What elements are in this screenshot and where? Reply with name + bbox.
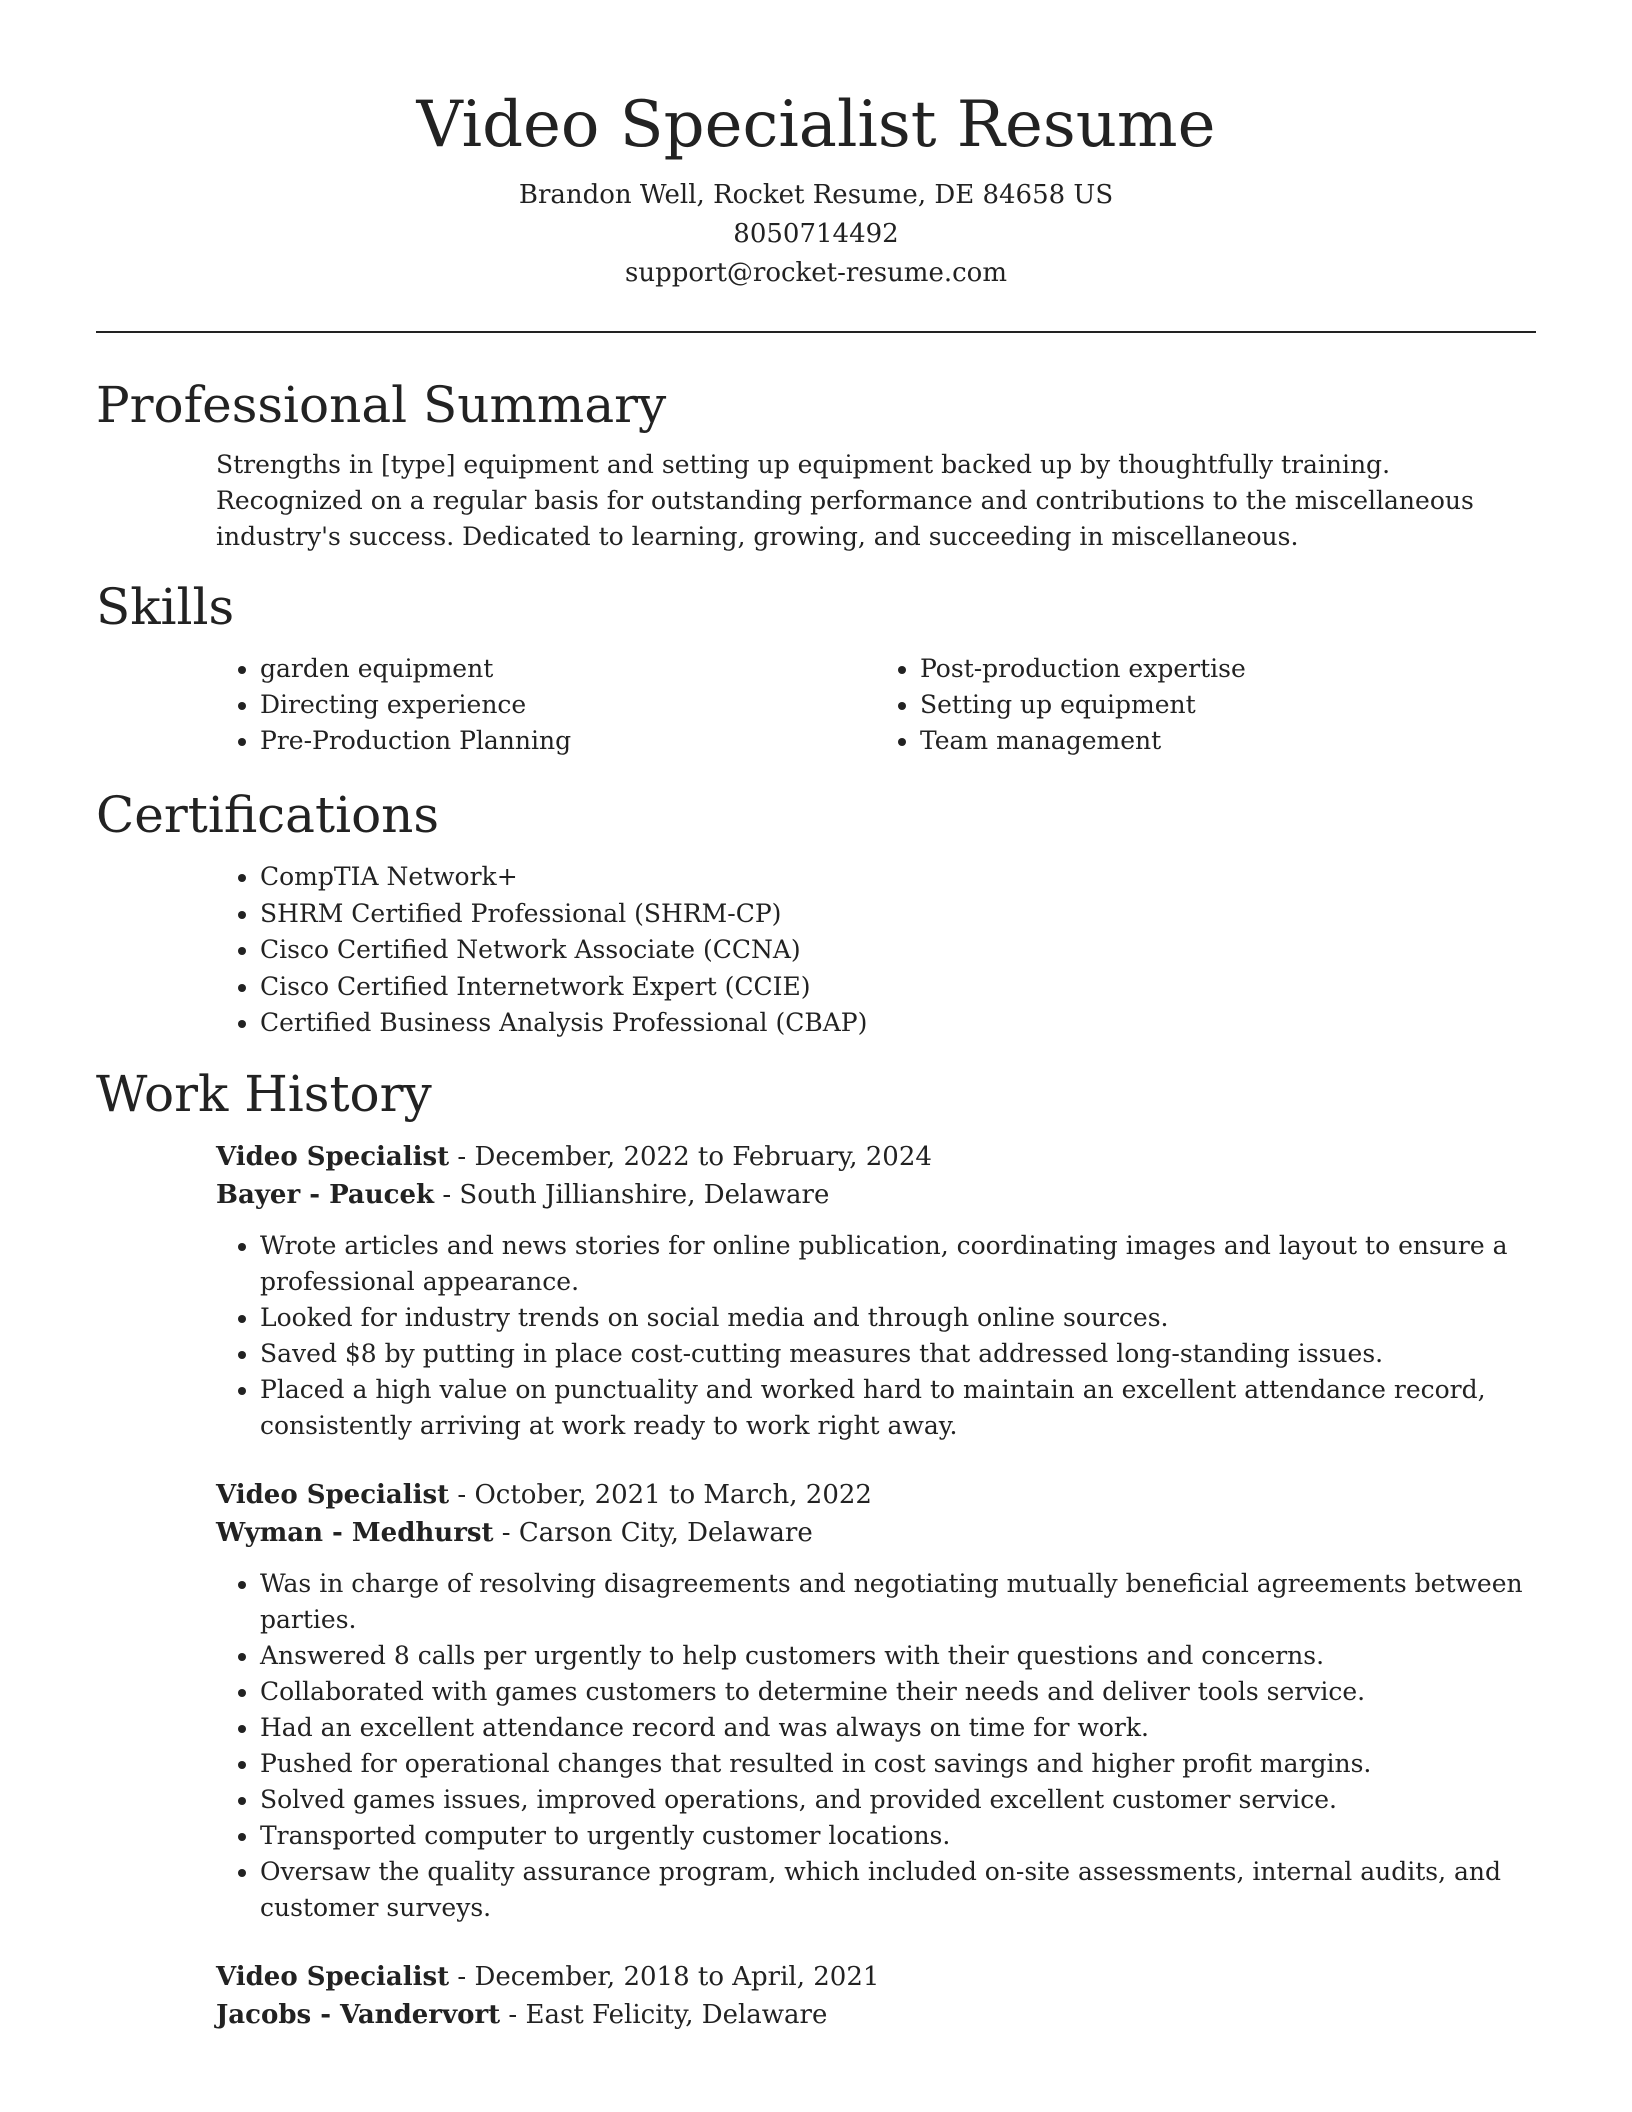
contact-address: Brandon Well, Rocket Resume, DE 84658 US xyxy=(518,180,1114,210)
summary-text: Strengths in [type] equipment and setting up equipment backed up by thoughtfully training. Recognized on a regular basis for outstanding performance and contributions to the miscellaneous industry's success. Dedicated to learning, growing, and succeeding in miscellaneous. xyxy=(216,450,1474,551)
job-bullet: • Answered 8 calls per urgently to help customers with their questions and concerns. xyxy=(260,1638,1536,1674)
skills-column-left xyxy=(216,651,876,759)
job-dates: - December, 2018 to April, 2021 xyxy=(449,1961,880,1992)
job-dates: - December, 2022 to February, 2024 xyxy=(449,1141,932,1172)
work-history-section xyxy=(96,1062,1536,2034)
job-company-line xyxy=(216,1176,1536,1214)
job-title-line xyxy=(216,1958,1536,1996)
certifications-section xyxy=(96,783,1536,1042)
certification-item: • Certified Business Analysis Professional (CBAP) xyxy=(260,1005,1536,1042)
resume-page xyxy=(96,0,1536,2034)
section-heading-work-history: Work History xyxy=(96,1064,432,1123)
skill-item: • Team management xyxy=(920,723,1536,759)
skills-grid xyxy=(216,651,1536,759)
certification-item: • CompTIA Network+ xyxy=(260,859,1536,896)
job-bullets xyxy=(216,1566,1536,1926)
resume-title: Video Specialist Resume xyxy=(416,88,1216,162)
job-company-line xyxy=(216,1996,1536,2034)
section-heading-certifications: Certifications xyxy=(96,786,440,844)
job-bullet: • Solved games issues, improved operations, and provided excellent customer service. xyxy=(260,1782,1536,1818)
certification-item: • SHRM Certified Professional (SHRM-CP) xyxy=(260,896,1536,933)
job-bullet: • Had an excellent attendance record and was always on time for work. xyxy=(260,1710,1536,1746)
header-divider xyxy=(96,331,1536,333)
job-location: - Carson City, Delaware xyxy=(493,1517,813,1548)
job-bullets xyxy=(216,1228,1536,1444)
job-bullet: • Placed a high value on punctuality and worked hard to maintain an excellent attendance record, consistently arriving at work ready to work right away. xyxy=(260,1372,1536,1444)
skill-item: • Setting up equipment xyxy=(920,687,1536,723)
job-title-line xyxy=(216,1138,1536,1176)
job-bullet: • Was in charge of resolving disagreements and negotiating mutually beneficial agreements between parties. xyxy=(260,1566,1536,1638)
job-bullet: • Saved $8 by putting in place cost-cutting measures that addressed long-standing issues. xyxy=(260,1336,1536,1372)
skill-item: • garden equipment xyxy=(260,651,876,687)
job-location: - South Jillianshire, Delaware xyxy=(434,1179,830,1210)
skill-item: • Post-production expertise xyxy=(920,651,1536,687)
job-bullet: • Wrote articles and news stories for online publication, coordinating images and layout to ensure a professional appearance. xyxy=(260,1228,1536,1300)
skills-column-right xyxy=(876,651,1536,759)
job-entry xyxy=(216,1138,1536,1444)
skill-item: • Pre-Production Planning xyxy=(260,723,876,759)
job-company: Jacobs - Vandervort xyxy=(216,1999,501,2030)
contact-phone: 8050714492 xyxy=(733,219,899,249)
job-bullet: • Oversaw the quality assurance program, which included on-site assessments, internal audits, and customer surveys. xyxy=(260,1854,1536,1926)
job-title: Video Specialist xyxy=(216,1479,450,1510)
skills-section xyxy=(96,575,1536,759)
job-bullet: • Looked for industry trends on social media and through online sources. xyxy=(260,1300,1536,1336)
job-dates: - October, 2021 to March, 2022 xyxy=(449,1479,872,1510)
certification-item: • Cisco Certified Network Associate (CCNA) xyxy=(260,932,1536,969)
certifications-list xyxy=(216,859,1536,1042)
job-bullet: • Transported computer to urgently customer locations. xyxy=(260,1818,1536,1854)
job-bullet: • Pushed for operational changes that resulted in cost savings and higher profit margins. xyxy=(260,1746,1536,1782)
job-title: Video Specialist xyxy=(216,1961,450,1992)
job-title: Video Specialist xyxy=(216,1141,450,1172)
skill-item: • Directing experience xyxy=(260,687,876,723)
section-heading-skills: Skills xyxy=(96,578,235,636)
job-title-line xyxy=(216,1476,1536,1514)
job-location: - East Felicity, Delaware xyxy=(500,1999,828,2030)
job-entry xyxy=(216,1958,1536,2034)
job-company-line xyxy=(216,1514,1536,1552)
certification-item: • Cisco Certified Internetwork Expert (CCIE) xyxy=(260,969,1536,1006)
contact-email: support@rocket-resume.com xyxy=(624,258,1007,288)
job-company: Wyman - Medhurst xyxy=(216,1517,494,1548)
job-company: Bayer - Paucek xyxy=(216,1179,435,1210)
professional-summary-section xyxy=(96,373,1536,555)
section-heading-summary: Professional Summary xyxy=(96,376,667,434)
job-entry xyxy=(216,1476,1536,1926)
job-bullet: • Collaborated with games customers to determine their needs and deliver tools service. xyxy=(260,1674,1536,1710)
contact-block xyxy=(96,176,1536,293)
